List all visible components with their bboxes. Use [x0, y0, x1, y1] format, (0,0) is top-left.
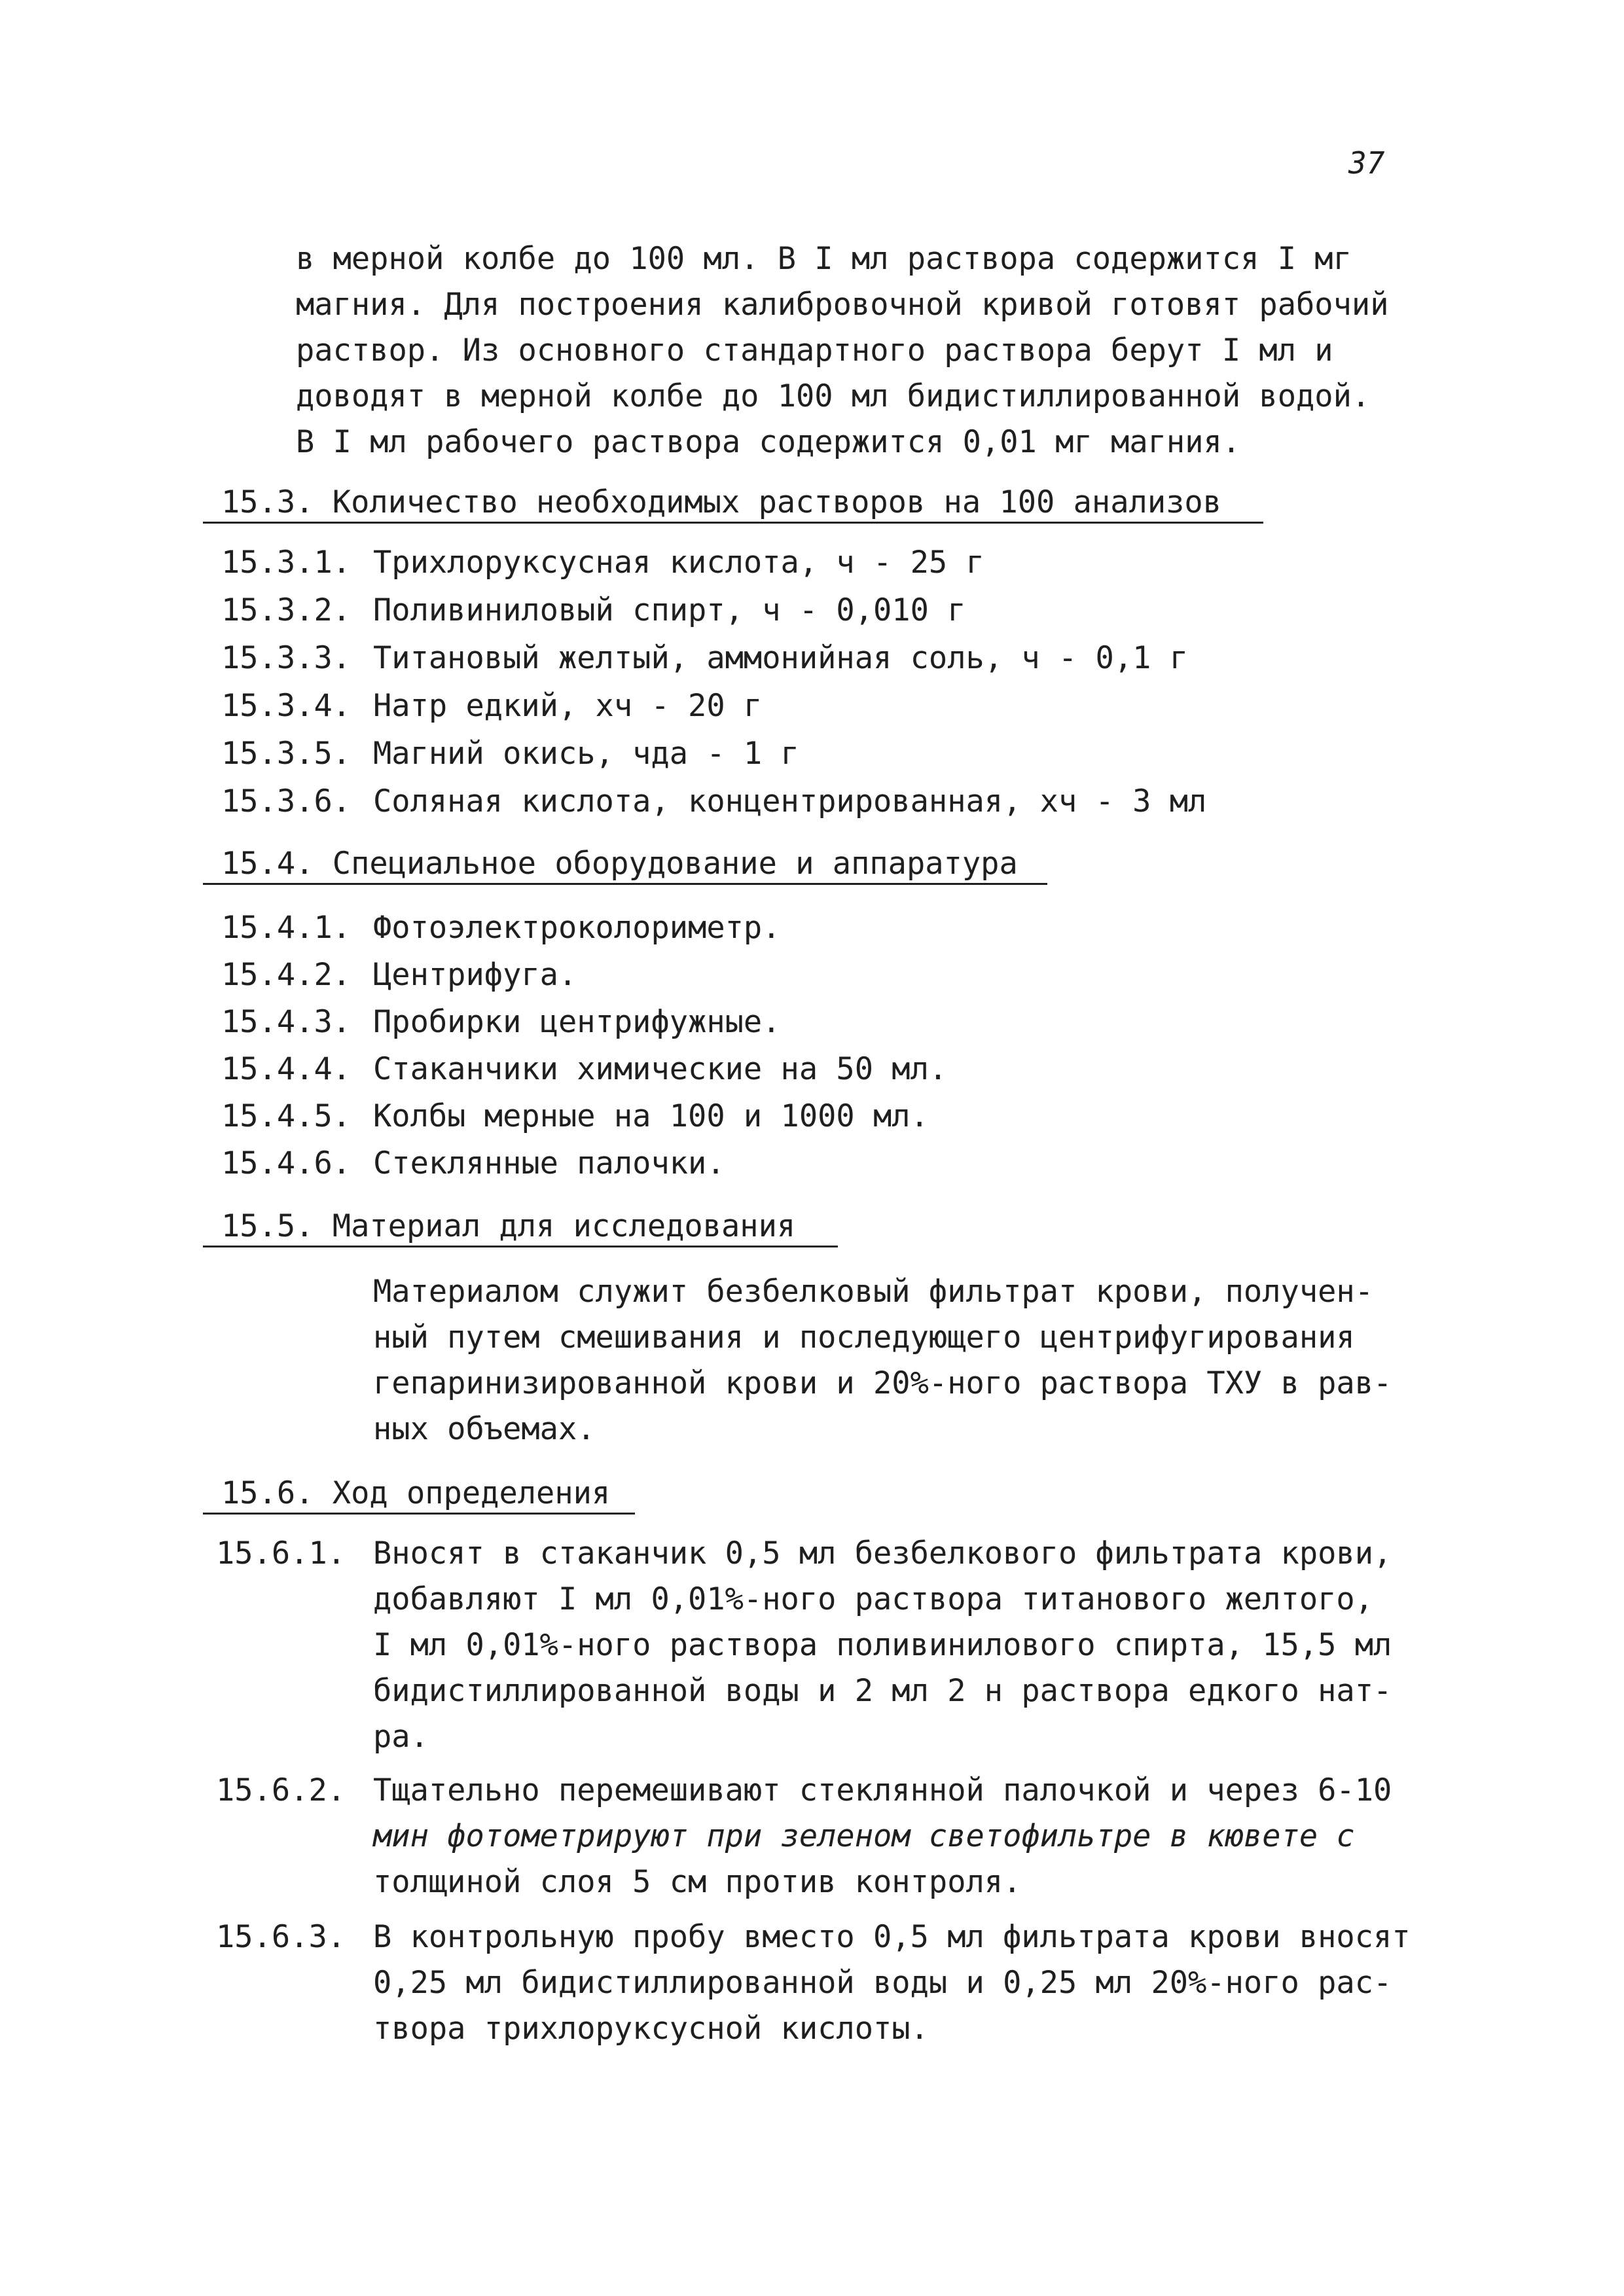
text-line: толщиной слоя 5 см против контроля. [373, 1864, 1022, 1900]
section-heading-15-4: 15.4. Специальное оборудование и аппаратура [221, 846, 1018, 882]
item-number: 15.3.2. [221, 592, 352, 628]
item-text: Поливиниловый спирт, ч - 0,010 г [373, 592, 966, 628]
text-line: твора трихлоруксусной кислоты. [373, 2011, 929, 2047]
item-number: 15.4.3. [221, 1004, 352, 1040]
text-line: добавляют I мл 0,01%-ного раствора титанового желтого, [373, 1581, 1374, 1617]
text-line: бидистиллированной воды и 2 мл 2 н раствора едкого нат- [373, 1673, 1392, 1709]
item-number: 15.4.6. [221, 1145, 352, 1181]
text-line: Тщательно перемешивают стеклянной палочкой и через 6-10 [373, 1772, 1392, 1808]
item-number: 15.6.2. [216, 1772, 346, 1808]
text-line: 0,25 мл бидистиллированной воды и 0,25 мл 20%-ного рас- [373, 1965, 1392, 2001]
item-number: 15.4.1. [221, 910, 352, 946]
item-text: Колбы мерные на 100 и 1000 мл. [373, 1098, 929, 1134]
text-line: в мерной колбе до 100 мл. В I мл раствора содержится I мг [296, 241, 1352, 277]
heading-underline [203, 1246, 838, 1247]
text-line: доводят в мерной колбе до 100 мл бидистиллированной водой. [296, 378, 1371, 414]
text-line: магния. Для построения калибровочной кривой готовят рабочий [296, 287, 1389, 323]
item-number: 15.3.5. [221, 736, 352, 772]
text-line: ный путем смешивания и последующего центрифугирования [373, 1319, 1355, 1355]
text-line: В I мл рабочего раствора содержится 0,01 мг магния. [296, 424, 1241, 460]
section-heading-15-5: 15.5. Материал для исследования [221, 1208, 796, 1244]
item-number: 15.3.4. [221, 688, 352, 724]
section-heading-15-6: 15.6. Ход определения [221, 1475, 611, 1511]
item-text: Натр едкий, хч - 20 г [373, 688, 763, 724]
item-number: 15.3.3. [221, 640, 352, 676]
heading-underline [203, 1513, 635, 1515]
item-text: Пробирки центрифужные. [373, 1004, 781, 1040]
item-number: 15.3.1. [221, 545, 352, 581]
heading-underline [203, 522, 1263, 524]
text-line: В контрольную пробу вместо 0,5 мл фильтрата крови вносят [373, 1919, 1411, 1955]
item-text: Титановый желтый, аммонийная соль, ч - 0,1 г [373, 640, 1189, 676]
item-number: 15.4.4. [221, 1051, 352, 1087]
item-text: Центрифуга. [373, 957, 577, 993]
heading-underline [203, 883, 1047, 885]
text-line: Материалом служит безбелковый фильтрат крови, получен- [373, 1274, 1374, 1310]
item-text: Трихлоруксусная кислота, ч - 25 г [373, 545, 984, 581]
text-line: гепаринизированной крови и 20%-ного раствора ТХУ в рав- [373, 1365, 1392, 1401]
item-text: Соляная кислота, концентрированная, хч - 3 мл [373, 783, 1207, 819]
text-line: I мл 0,01%-ного раствора поливинилового спирта, 15,5 мл [373, 1627, 1392, 1663]
page-number: 37 [1348, 145, 1385, 181]
item-text: Стаканчики химические на 50 мл. [373, 1051, 948, 1087]
item-number: 15.6.1. [216, 1535, 346, 1571]
section-heading-15-3: 15.3. Количество необходимых растворов на 100 анализов [221, 484, 1222, 520]
item-number: 15.4.5. [221, 1098, 352, 1134]
text-line: мин фотометрируют при зеленом светофильтре в кювете с [373, 1818, 1355, 1854]
text-line: раствор. Из основного стандартного раствора берут I мл и [296, 332, 1333, 368]
text-line: ра. [373, 1719, 429, 1755]
text-line: Вносят в стаканчик 0,5 мл безбелкового фильтрата крови, [373, 1535, 1392, 1571]
item-number: 15.3.6. [221, 783, 352, 819]
item-text: Фотоэлектроколориметр. [373, 910, 781, 946]
item-text: Стеклянные палочки. [373, 1145, 725, 1181]
item-number: 15.6.3. [216, 1919, 346, 1955]
text-line: ных объемах. [373, 1411, 596, 1447]
item-text: Магний окись, чда - 1 г [373, 736, 799, 772]
item-number: 15.4.2. [221, 957, 352, 993]
